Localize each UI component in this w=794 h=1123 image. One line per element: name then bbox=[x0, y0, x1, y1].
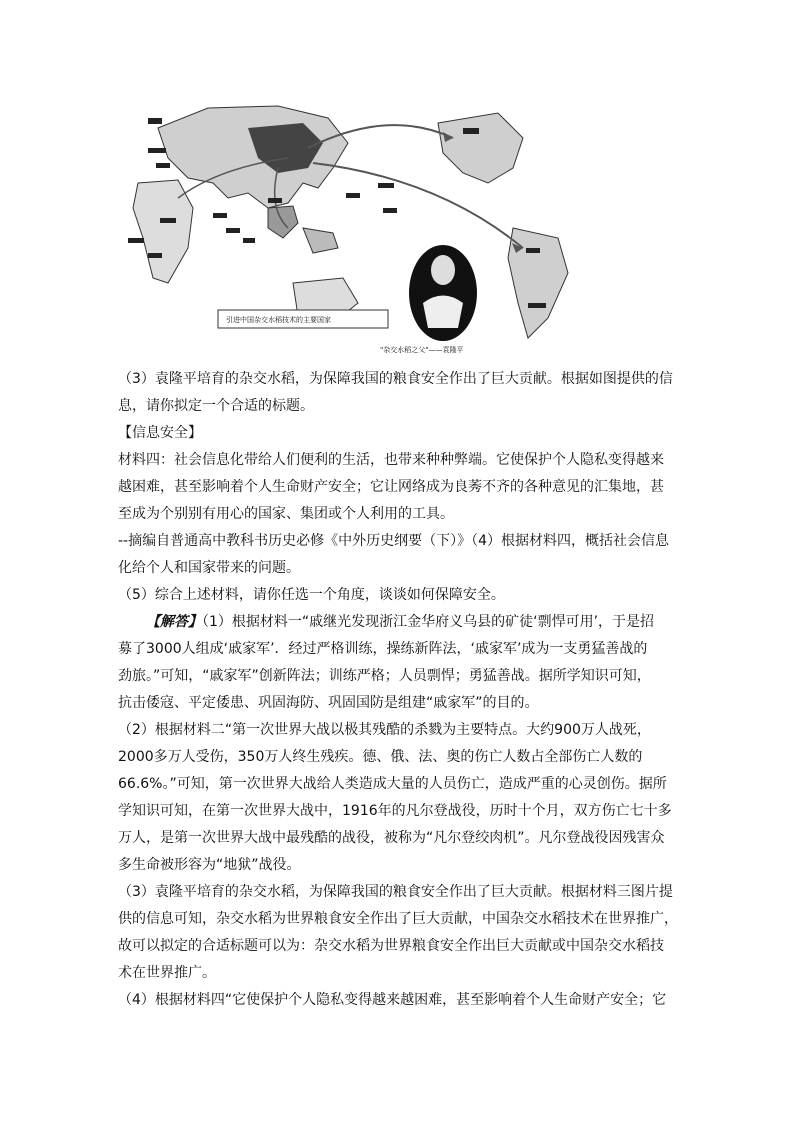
answer-first-line bbox=[118, 609, 678, 636]
text-line: 学知识可知，在第一次世界大战中，1916年的凡尔登战役，历时十个月，双方伤亡七十多 bbox=[118, 803, 672, 819]
text-line: 万人，是第一次世界大战中最残酷的战役，被称为“凡尔登绞肉机”。凡尔登战役因残害众 bbox=[118, 830, 665, 846]
text-line: （5）综合上述材料，请你任选一个角度，谈谈如何保障安全。 bbox=[118, 587, 505, 603]
question-block bbox=[118, 366, 678, 609]
hybrid-rice-spread-map bbox=[118, 88, 580, 360]
text-line: 多生命被形容为“地狱”战役。 bbox=[118, 857, 301, 873]
text-line: 2000多万人受伤，350万人终生残疾。德、俄、法、奥的伤亡人数占全部伤亡人数的 bbox=[118, 749, 643, 765]
text-line: --摘编自普通高中教科书历史必修《中外历史纲要（下）》（4）根据材料四，概括社会信息 bbox=[118, 533, 670, 549]
text-line: 越困难，甚至影响着个人生命财产安全；它让网络成为良莠不齐的各种意见的汇集地，甚 bbox=[118, 479, 664, 495]
text-line: 化给个人和国家带来的问题。 bbox=[118, 560, 300, 576]
text-line: 66.6%。”可知，第一次世界大战给人类造成大量的人员伤亡，造成严重的心灵创伤。据所 bbox=[118, 776, 667, 792]
text-line: （3）袁隆平培育的杂交水稻，为保障我国的粮食安全作出了巨大贡献。根据如图提供的信 bbox=[118, 371, 673, 387]
text-line: （2）根据材料二“第一次世界大战以极其残酷的杀戮为主要特点。大约900万人战死， bbox=[118, 722, 651, 738]
text-line: 材料四：社会信息化带给人们便利的生活，也带来种种弊端。它使保护个人隐私变得越来 bbox=[118, 452, 664, 468]
text-line: （3）袁隆平培育的杂交水稻，为保障我国的粮食安全作出了巨大贡献。根据材料三图片提 bbox=[118, 884, 673, 900]
text-line: 至成为个别别有用心的国家、集团或个人利用的工具。 bbox=[118, 506, 454, 522]
answer-tag: 【解答】 bbox=[146, 614, 202, 630]
text-line: 息，请你拟定一个合适的标题。 bbox=[118, 398, 314, 414]
text-line: 术在世界推广。 bbox=[118, 965, 216, 981]
text-line: 劲旅。”可知，“戚家军”创新阵法；训练严格；人员剽悍；勇猛善战。据所学知识可知， bbox=[118, 668, 651, 684]
text-line: 故可以拟定的合适标题可以为：杂交水稻为世界粮食安全作出巨大贡献或中国杂交水稻技 bbox=[118, 938, 664, 954]
text-line: （4）根据材料四“它使保护个人隐私变得越来越困难，甚至影响着个人生命财产安全；它 bbox=[118, 992, 667, 1008]
portrait-caption: "杂交水稻之父"——袁隆平 bbox=[380, 346, 464, 354]
text-line: 供的信息可知，杂交水稻为世界粮食安全作出了巨大贡献，中国杂交水稻技术在世界推广， bbox=[118, 911, 678, 927]
section-heading: 【信息安全】 bbox=[118, 425, 202, 441]
portrait-face bbox=[431, 255, 455, 285]
text-line: 募了3000人组成‘戚家军’．经过严格训练，操练新阵法，‘戚家军’成为一支勇猛善战的 bbox=[118, 641, 648, 657]
answer-block bbox=[118, 609, 678, 1014]
text-line: 抗击倭寇、平定倭患、巩固海防、巩固国防是组建“戚家军”的目的。 bbox=[118, 695, 539, 711]
portrait-clothing bbox=[423, 296, 463, 329]
map-caption: 引进中国杂交水稻技术的主要国家 bbox=[226, 316, 331, 324]
text-line: （1）根据材料一“戚继光发现浙江金华府义乌县的矿徒‘剽悍可用’，于是招 bbox=[202, 614, 655, 630]
world-map-figure bbox=[118, 88, 580, 360]
